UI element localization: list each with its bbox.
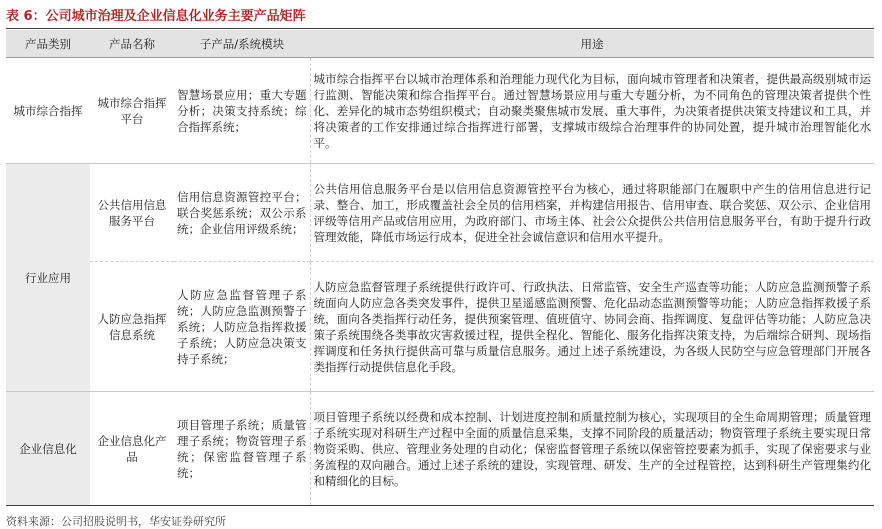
product-name-cell: 公共信用信息服务平台 [90,164,174,262]
category-cell: 行业应用 [6,164,90,392]
header-name: 产品名称 [90,30,174,58]
top-rule [6,28,874,29]
submodules-cell: 人防应急监督管理子系统；人防应急监测预警子系统；人防应急指挥救援子系统；人防应急决策支持子系统； [174,262,310,392]
usage-cell: 城市综合指挥平台以城市治理体系和治理能力现代化为目标，面向城市管理者和决策者，提供最高级别城市运行监测、智能决策和综合指挥平台。通过智慧场景应用与重大专题分析，为不同角色的管理决策者提供个性化、差异化的城市态势组织模式；自动聚类聚焦城市发展、重大事件，为决策者提供决策支持建议和工具，并将决策者的工作安排通过综合指挥进行部署，支撑城市级综合治理事件的协同处置，提升城市治理智能化水平。 [310,58,874,164]
product-name-cell: 企业信息化产品 [90,392,174,506]
product-name-cell: 人防应急指挥信息系统 [90,262,174,392]
usage-cell: 人防应急监督管理子系统提供行政许可、行政执法、日常监管、安全生产巡查等功能；人防应急监测预警子系统面向人防应急各类突发事件，提供卫星遥感监测预警、危化品动态监测预警等功能；人防应急指挥救援子系统，面向各类指挥行动任务，提供预案管理、值班值守、协同会商、指挥调度、复盘评估等功能；人防应急决策子系统围绕各类事故灾害救援过程，提供全程化、智能化、服务化指挥决策支持，为后端综合研判、现场指挥调度和任务执行提供高可靠与质量信息服务。通过上述子系统建设，为各级人民防空与应急管理部门开展各类指挥行动提供信息化手段。 [310,262,874,392]
submodules-cell: 项目管理子系统；质量管理子系统；物资管理子系统；保密监督管理子系统； [174,392,310,506]
usage-cell: 公共信用信息服务平台是以信用信息资源管控平台为核心，通过将职能部门在履职中产生的信用信息进行记录、整合、加工，形成覆盖社会全员的信用档案，并构建信用报告、信用审查、联合奖惩、双公示、企业信用评级等信用产品或信用应用，为政府部门、市场主体、社会公众提供公共信用信息服务平台，有助于提升行政管理效能，降低市场运行成本，促进全社会诚信意识和信用水平提升。 [310,164,874,262]
header-row [6,30,874,58]
header-category: 产品类别 [6,30,90,58]
category-cell: 企业信息化 [6,392,90,506]
submodules-cell: 智慧场景应用；重大专题分析；决策支持系统；综合指挥系统； [174,58,310,164]
product-name-cell: 城市综合指挥平台 [90,58,174,164]
table-row [6,392,874,506]
usage-cell: 项目管理子系统以经费和成本控制、计划进度控制和质量控制为核心，实现项目的全生命周期管理；质量管理子系统实现对科研生产过程中全面的质量信息采集，支撑不同阶段的质量活动；物资管理子系统主要实现日常物资采购、供应、管理业务处理的自动化；保密监督管理子系统以保密管控要素为抓手，实现了保密要求与业务流程的双向融合。通过上述子系统的建设，实现管理、研发、生产的全过程管控，达到科研生产管理集约化和精细化的目标。 [310,392,874,506]
submodules-cell: 信用信息资源管控平台；联合奖惩系统；双公示系统；企业信用评级系统； [174,164,310,262]
category-cell: 城市综合指挥 [6,58,90,164]
source-note: 资料来源：公司招股说明书，华安证券研究所 [6,515,226,528]
table-title: 表 6：公司城市治理及企业信息化业务主要产品矩阵 [6,9,306,24]
product-matrix-table [6,30,874,506]
header-usage: 用途 [310,30,874,58]
table-row [6,58,874,164]
header-submodules: 子产品/系统模块 [174,30,310,58]
table-row [6,262,874,392]
table-row [6,164,874,262]
